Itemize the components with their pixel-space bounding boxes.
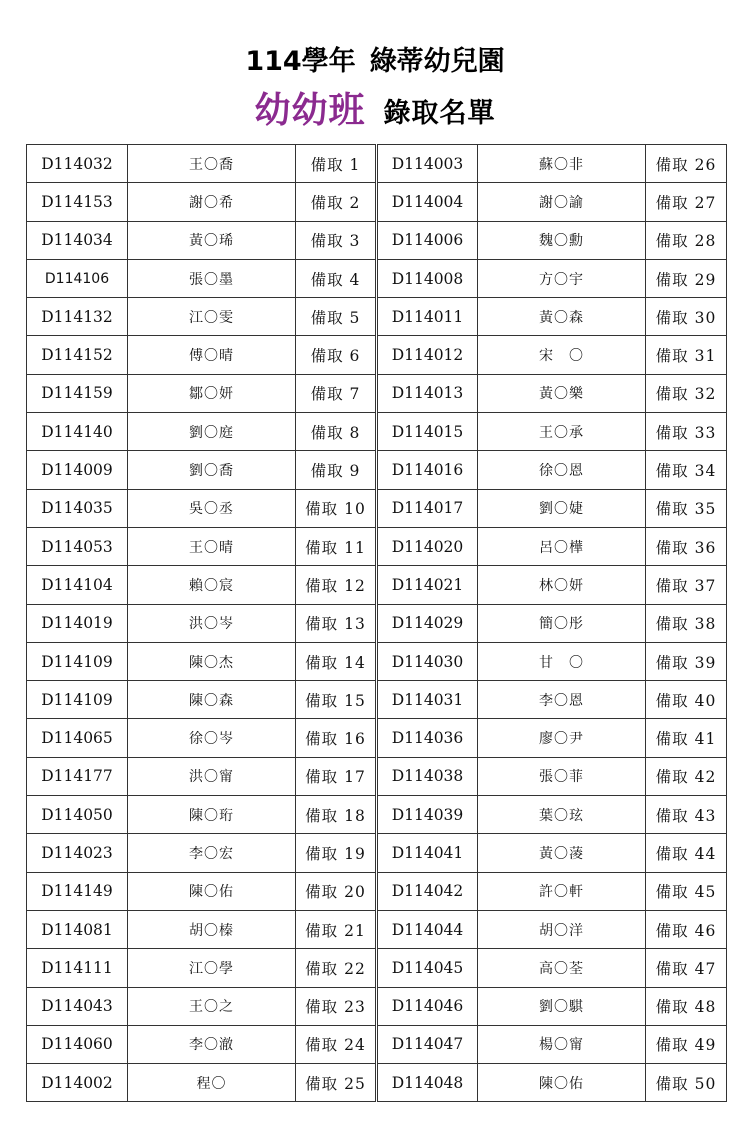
waitlist-rank-cell: 備取 21 — [296, 910, 377, 948]
applicant-name-cell: 楊〇甯 — [478, 1025, 646, 1063]
waitlist-rank-cell: 備取 13 — [296, 604, 377, 642]
school-year: 114學年 — [245, 46, 356, 77]
applicant-name-cell: 林〇妍 — [478, 566, 646, 604]
table-row — [27, 719, 727, 757]
applicant-name-cell: 陳〇佑 — [128, 872, 296, 910]
waitlist-rank-cell: 備取 14 — [296, 642, 377, 680]
waitlist-rank-cell: 備取 33 — [646, 413, 727, 451]
applicant-name-cell: 呂〇樺 — [478, 527, 646, 565]
applicant-name-cell: 謝〇希 — [128, 183, 296, 221]
applicant-name-cell: 傅〇晴 — [128, 336, 296, 374]
applicant-name-cell: 廖〇尹 — [478, 719, 646, 757]
applicant-id-cell: D114159 — [27, 374, 128, 412]
applicant-id-cell: D114111 — [27, 949, 128, 987]
applicant-name-cell: 張〇墨 — [128, 259, 296, 297]
applicant-id-cell: D114003 — [377, 145, 478, 183]
table-row — [27, 834, 727, 872]
applicant-name-cell: 江〇雯 — [128, 298, 296, 336]
applicant-id-cell: D114017 — [377, 489, 478, 527]
applicant-name-cell: 黃〇樂 — [478, 374, 646, 412]
admission-list-body — [27, 145, 727, 1102]
waitlist-rank-cell: 備取 16 — [296, 719, 377, 757]
applicant-name-cell: 胡〇榛 — [128, 910, 296, 948]
applicant-id-cell: D114140 — [27, 413, 128, 451]
table-row — [27, 489, 727, 527]
applicant-id-cell: D114038 — [377, 757, 478, 795]
applicant-name-cell: 江〇學 — [128, 949, 296, 987]
table-row — [27, 374, 727, 412]
table-row — [27, 298, 727, 336]
document-subtitle — [0, 88, 750, 140]
applicant-name-cell: 王〇喬 — [128, 145, 296, 183]
applicant-id-cell: D114016 — [377, 451, 478, 489]
applicant-name-cell: 簡〇彤 — [478, 604, 646, 642]
waitlist-rank-cell: 備取 19 — [296, 834, 377, 872]
applicant-id-cell: D114050 — [27, 796, 128, 834]
applicant-name-cell: 李〇恩 — [478, 681, 646, 719]
applicant-id-cell: D114036 — [377, 719, 478, 757]
applicant-name-cell: 吳〇丞 — [128, 489, 296, 527]
waitlist-rank-cell: 備取 46 — [646, 910, 727, 948]
applicant-id-cell: D114109 — [27, 681, 128, 719]
waitlist-rank-cell: 備取 22 — [296, 949, 377, 987]
applicant-id-cell: D114032 — [27, 145, 128, 183]
waitlist-rank-cell: 備取 45 — [646, 872, 727, 910]
waitlist-rank-cell: 備取 26 — [646, 145, 727, 183]
admission-list-table — [26, 144, 727, 1102]
applicant-id-cell: D114042 — [377, 872, 478, 910]
table-row — [27, 1025, 727, 1063]
applicant-name-cell: 程〇 — [128, 1064, 296, 1102]
applicant-name-cell: 甘 〇 — [478, 642, 646, 680]
waitlist-rank-cell: 備取 4 — [296, 259, 377, 297]
waitlist-rank-cell: 備取 48 — [646, 987, 727, 1025]
waitlist-rank-cell: 備取 18 — [296, 796, 377, 834]
applicant-id-cell: D114030 — [377, 642, 478, 680]
applicant-id-cell: D114008 — [377, 259, 478, 297]
waitlist-rank-cell: 備取 2 — [296, 183, 377, 221]
applicant-id-cell: D114002 — [27, 1064, 128, 1102]
document-title — [0, 44, 750, 80]
applicant-name-cell: 陳〇森 — [128, 681, 296, 719]
applicant-name-cell: 劉〇婕 — [478, 489, 646, 527]
applicant-id-cell: D114034 — [27, 221, 128, 259]
applicant-name-cell: 陳〇珩 — [128, 796, 296, 834]
table-row — [27, 604, 727, 642]
waitlist-rank-cell: 備取 6 — [296, 336, 377, 374]
applicant-id-cell: D114149 — [27, 872, 128, 910]
waitlist-rank-cell: 備取 50 — [646, 1064, 727, 1102]
applicant-id-cell: D114046 — [377, 987, 478, 1025]
applicant-id-cell: D114015 — [377, 413, 478, 451]
applicant-id-cell: D114021 — [377, 566, 478, 604]
table-row — [27, 566, 727, 604]
applicant-name-cell: 蘇〇非 — [478, 145, 646, 183]
table-row — [27, 259, 727, 297]
table-row — [27, 336, 727, 374]
applicant-name-cell: 陳〇杰 — [128, 642, 296, 680]
applicant-id-cell: D114012 — [377, 336, 478, 374]
applicant-id-cell: D114044 — [377, 910, 478, 948]
waitlist-rank-cell: 備取 9 — [296, 451, 377, 489]
applicant-id-cell: D114004 — [377, 183, 478, 221]
applicant-name-cell: 胡〇洋 — [478, 910, 646, 948]
applicant-id-cell: D114006 — [377, 221, 478, 259]
applicant-name-cell: 李〇宏 — [128, 834, 296, 872]
table-row — [27, 796, 727, 834]
applicant-name-cell: 洪〇甯 — [128, 757, 296, 795]
applicant-id-cell: D114152 — [27, 336, 128, 374]
applicant-id-cell: D114048 — [377, 1064, 478, 1102]
applicant-id-cell: D114023 — [27, 834, 128, 872]
applicant-name-cell: 方〇宇 — [478, 259, 646, 297]
applicant-id-cell: D114047 — [377, 1025, 478, 1063]
table-row — [27, 413, 727, 451]
applicant-name-cell: 王〇晴 — [128, 527, 296, 565]
waitlist-rank-cell: 備取 43 — [646, 796, 727, 834]
applicant-name-cell: 洪〇岑 — [128, 604, 296, 642]
applicant-name-cell: 徐〇恩 — [478, 451, 646, 489]
applicant-name-cell: 鄒〇妍 — [128, 374, 296, 412]
applicant-name-cell: 魏〇勳 — [478, 221, 646, 259]
waitlist-rank-cell: 備取 25 — [296, 1064, 377, 1102]
table-row — [27, 1064, 727, 1102]
applicant-id-cell: D114081 — [27, 910, 128, 948]
applicant-name-cell: 黃〇琋 — [128, 221, 296, 259]
applicant-id-cell: D114065 — [27, 719, 128, 757]
waitlist-rank-cell: 備取 28 — [646, 221, 727, 259]
waitlist-rank-cell: 備取 32 — [646, 374, 727, 412]
applicant-id-cell: D114035 — [27, 489, 128, 527]
waitlist-rank-cell: 備取 12 — [296, 566, 377, 604]
waitlist-rank-cell: 備取 23 — [296, 987, 377, 1025]
applicant-id-cell: D114153 — [27, 183, 128, 221]
table-row — [27, 451, 727, 489]
applicant-name-cell: 徐〇岑 — [128, 719, 296, 757]
waitlist-rank-cell: 備取 7 — [296, 374, 377, 412]
applicant-name-cell: 黃〇蓤 — [478, 834, 646, 872]
applicant-id-cell: D114020 — [377, 527, 478, 565]
waitlist-rank-cell: 備取 36 — [646, 527, 727, 565]
waitlist-rank-cell: 備取 10 — [296, 489, 377, 527]
school-name: 綠蒂幼兒園 — [369, 46, 505, 77]
waitlist-rank-cell: 備取 39 — [646, 642, 727, 680]
waitlist-rank-cell: 備取 49 — [646, 1025, 727, 1063]
applicant-id-cell: D114011 — [377, 298, 478, 336]
applicant-id-cell: D114060 — [27, 1025, 128, 1063]
waitlist-rank-cell: 備取 15 — [296, 681, 377, 719]
table-row — [27, 910, 727, 948]
applicant-name-cell: 劉〇庭 — [128, 413, 296, 451]
list-title: 錄取名單 — [383, 98, 496, 129]
applicant-id-cell: D114043 — [27, 987, 128, 1025]
applicant-id-cell: D114132 — [27, 298, 128, 336]
applicant-id-cell: D114009 — [27, 451, 128, 489]
applicant-id-cell: D114045 — [377, 949, 478, 987]
waitlist-rank-cell: 備取 5 — [296, 298, 377, 336]
applicant-name-cell: 李〇澈 — [128, 1025, 296, 1063]
waitlist-rank-cell: 備取 35 — [646, 489, 727, 527]
waitlist-rank-cell: 備取 17 — [296, 757, 377, 795]
applicant-id-cell: D114104 — [27, 566, 128, 604]
applicant-id-cell: D114013 — [377, 374, 478, 412]
waitlist-rank-cell: 備取 20 — [296, 872, 377, 910]
table-row — [27, 757, 727, 795]
table-row — [27, 145, 727, 183]
applicant-id-cell: D114053 — [27, 527, 128, 565]
applicant-name-cell: 謝〇諭 — [478, 183, 646, 221]
applicant-name-cell: 劉〇喬 — [128, 451, 296, 489]
applicant-id-cell: D114031 — [377, 681, 478, 719]
waitlist-rank-cell: 備取 42 — [646, 757, 727, 795]
waitlist-rank-cell: 備取 8 — [296, 413, 377, 451]
applicant-name-cell: 陳〇佑 — [478, 1064, 646, 1102]
waitlist-rank-cell: 備取 40 — [646, 681, 727, 719]
waitlist-rank-cell: 備取 11 — [296, 527, 377, 565]
table-row — [27, 527, 727, 565]
waitlist-rank-cell: 備取 41 — [646, 719, 727, 757]
waitlist-rank-cell: 備取 37 — [646, 566, 727, 604]
applicant-id-cell: D114177 — [27, 757, 128, 795]
applicant-name-cell: 劉〇騏 — [478, 987, 646, 1025]
applicant-name-cell: 許〇軒 — [478, 872, 646, 910]
waitlist-rank-cell: 備取 38 — [646, 604, 727, 642]
waitlist-rank-cell: 備取 30 — [646, 298, 727, 336]
table-row — [27, 221, 727, 259]
applicant-name-cell: 王〇承 — [478, 413, 646, 451]
waitlist-rank-cell: 備取 29 — [646, 259, 727, 297]
applicant-id-cell: D114019 — [27, 604, 128, 642]
applicant-name-cell: 張〇菲 — [478, 757, 646, 795]
applicant-id-cell: D114106 — [27, 259, 128, 297]
class-name: 幼幼班 — [254, 90, 366, 131]
waitlist-rank-cell: 備取 31 — [646, 336, 727, 374]
applicant-name-cell: 高〇荃 — [478, 949, 646, 987]
applicant-name-cell: 王〇之 — [128, 987, 296, 1025]
table-row — [27, 872, 727, 910]
applicant-id-cell: D114109 — [27, 642, 128, 680]
applicant-id-cell: D114041 — [377, 834, 478, 872]
applicant-name-cell: 葉〇玹 — [478, 796, 646, 834]
applicant-name-cell: 宋 〇 — [478, 336, 646, 374]
waitlist-rank-cell: 備取 24 — [296, 1025, 377, 1063]
waitlist-rank-cell: 備取 44 — [646, 834, 727, 872]
applicant-name-cell: 黃〇森 — [478, 298, 646, 336]
table-row — [27, 642, 727, 680]
waitlist-rank-cell: 備取 34 — [646, 451, 727, 489]
waitlist-rank-cell: 備取 3 — [296, 221, 377, 259]
waitlist-rank-cell: 備取 27 — [646, 183, 727, 221]
waitlist-rank-cell: 備取 1 — [296, 145, 377, 183]
applicant-id-cell: D114029 — [377, 604, 478, 642]
applicant-id-cell: D114039 — [377, 796, 478, 834]
table-row — [27, 183, 727, 221]
table-row — [27, 949, 727, 987]
table-row — [27, 987, 727, 1025]
table-row — [27, 681, 727, 719]
applicant-name-cell: 賴〇宸 — [128, 566, 296, 604]
waitlist-rank-cell: 備取 47 — [646, 949, 727, 987]
